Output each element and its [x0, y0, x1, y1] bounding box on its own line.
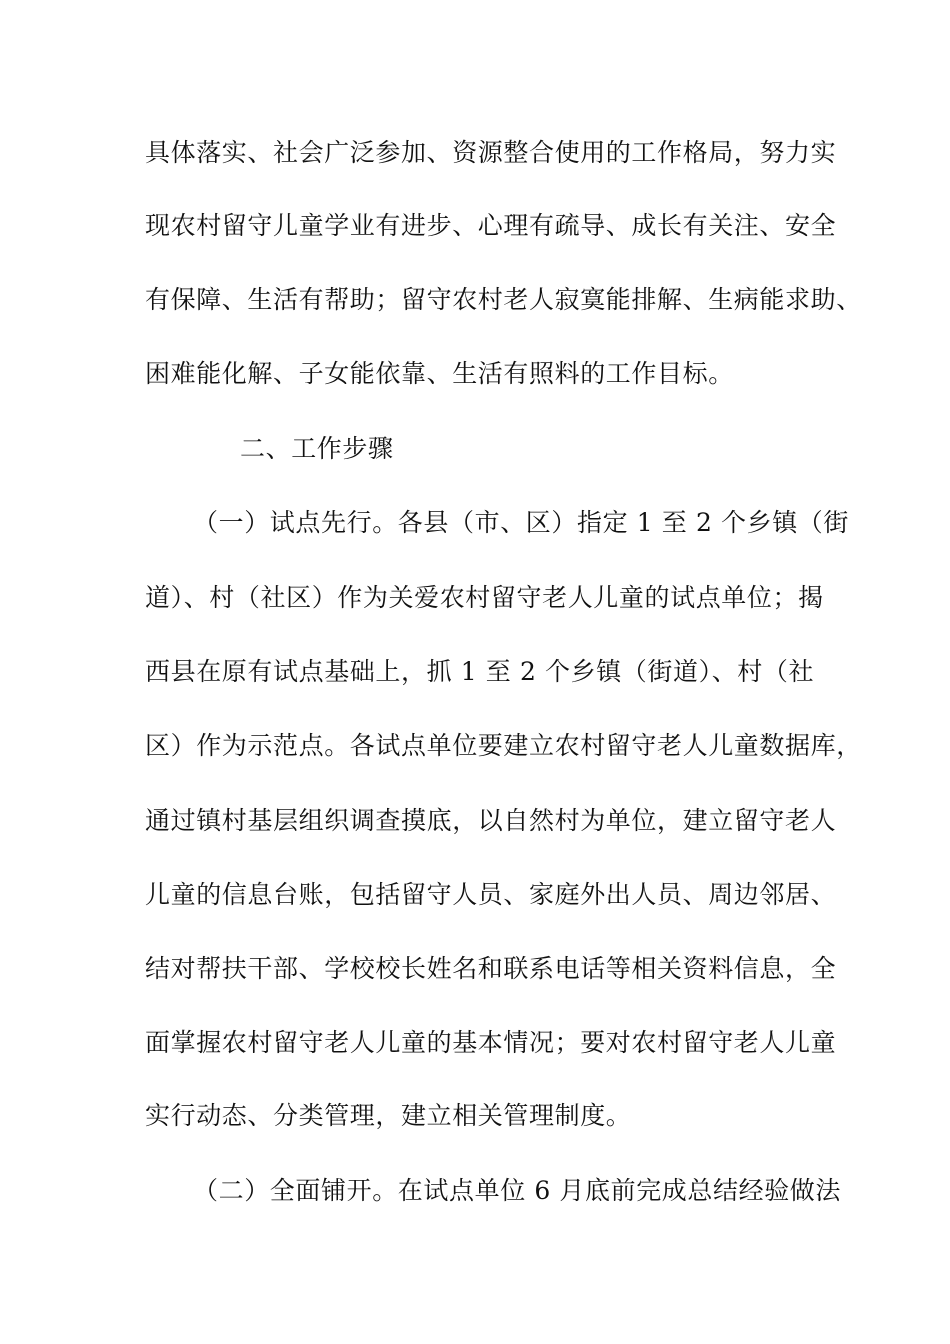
body-text-line: 困难能化解、子女能依靠、生活有照料的工作目标。 [145, 359, 734, 388]
body-text-line: 区）作为示范点。各试点单位要建立农村留守老人儿童数据库， [145, 731, 862, 760]
body-text-line: 有保障、生活有帮助；留守农村老人寂寞能排解、生病能求助、 [145, 285, 862, 314]
body-text-line: 现农村留守儿童学业有进步、心理有疏导、成长有关注、安全 [145, 211, 837, 240]
body-text-line: 通过镇村基层组织调查摸底，以自然村为单位，建立留守老人 [145, 806, 837, 835]
body-text-line: 具体落实、社会广泛参加、资源整合使用的工作格局，努力实 [145, 138, 837, 167]
section-heading: 二、工作步骤 [240, 434, 394, 463]
body-text-line: 儿童的信息台账，包括留守人员、家庭外出人员、周边邻居、 [145, 880, 837, 909]
body-text-line: 道）、村（社区）作为关爱农村留守老人儿童的试点单位；揭 [145, 583, 824, 612]
body-text-line: 结对帮扶干部、学校校长姓名和联系电话等相关资料信息，全 [145, 954, 837, 983]
body-text-line: 实行动态、分类管理，建立相关管理制度。 [145, 1101, 632, 1130]
body-text-line: 面掌握农村留守老人儿童的基本情况；要对农村留守老人儿童 [145, 1028, 837, 1057]
body-text-line: 西县在原有试点基础上，抓 1 至 2 个乡镇（街道）、村（社 [145, 657, 815, 686]
body-text-line: （一）试点先行。各县（市、区）指定 1 至 2 个乡镇（街 [193, 508, 850, 537]
body-text-line: （二）全面铺开。在试点单位 6 月底前完成总结经验做法 [193, 1176, 842, 1205]
